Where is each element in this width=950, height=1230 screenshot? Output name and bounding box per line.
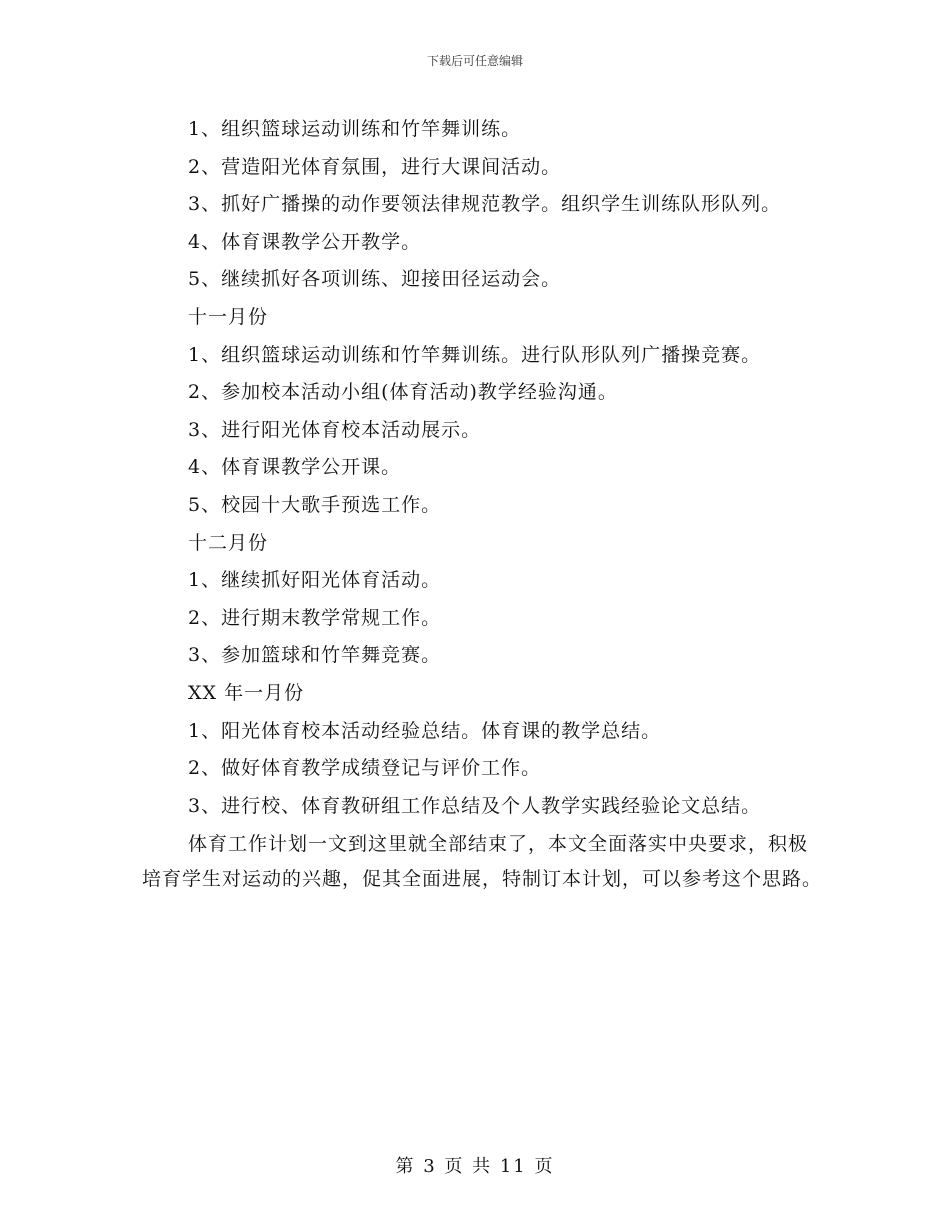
list-item: 4、体育课教学公开教学。 xyxy=(188,230,422,253)
page-header: 下载后可任意编辑 xyxy=(426,54,523,68)
list-item: 1、组织篮球运动训练和竹竿舞训练。 xyxy=(188,118,522,140)
section-heading-january: XX 年一月份 xyxy=(188,681,305,704)
section-heading-november: 十一月份 xyxy=(188,305,269,328)
list-item: 3、进行校、体育教研组工作总结及个人教学实践经验论文总结。 xyxy=(188,794,762,817)
list-item: 2、做好体育教学成绩登记与评价工作。 xyxy=(188,757,542,780)
page-footer: 第 3 页 共 11 页 xyxy=(395,1156,555,1177)
list-item: 1、阳光体育校本活动经验总结。体育课的教学总结。 xyxy=(188,719,662,742)
list-item: 1、组织篮球运动训练和竹竿舞训练。进行队形队列广播操竞赛。 xyxy=(188,343,762,366)
list-item: 3、进行阳光体育校本活动展示。 xyxy=(188,418,482,441)
list-item: 5、继续抓好各项训练、迎接田径运动会。 xyxy=(188,268,562,291)
list-item: 3、参加篮球和竹竿舞竞赛。 xyxy=(188,644,442,667)
list-item: 2、参加校本活动小组(体育活动)教学经验沟通。 xyxy=(188,381,618,404)
list-item: 4、体育课教学公开课。 xyxy=(188,456,402,479)
list-item: 2、营造阳光体育氛围，进行大课间活动。 xyxy=(188,155,562,178)
list-item: 5、校园十大歌手预选工作。 xyxy=(188,493,442,516)
closing-paragraph: 体育工作计划一文到这里就全部结束了，本文全面落实中央要求，积极培育学生对运动的兴趣，促其全面进展，特制订本计划，可以参考这个思路。 xyxy=(142,833,823,891)
list-item: 1、继续抓好阳光体育活动。 xyxy=(188,569,442,592)
section-heading-december: 十二月份 xyxy=(188,531,269,554)
list-item: 3、抓好广播操的动作要领法律规范教学。组织学生训练队形队列。 xyxy=(188,193,782,216)
list-item: 2、进行期末教学常规工作。 xyxy=(188,606,442,629)
document-body xyxy=(142,111,822,897)
